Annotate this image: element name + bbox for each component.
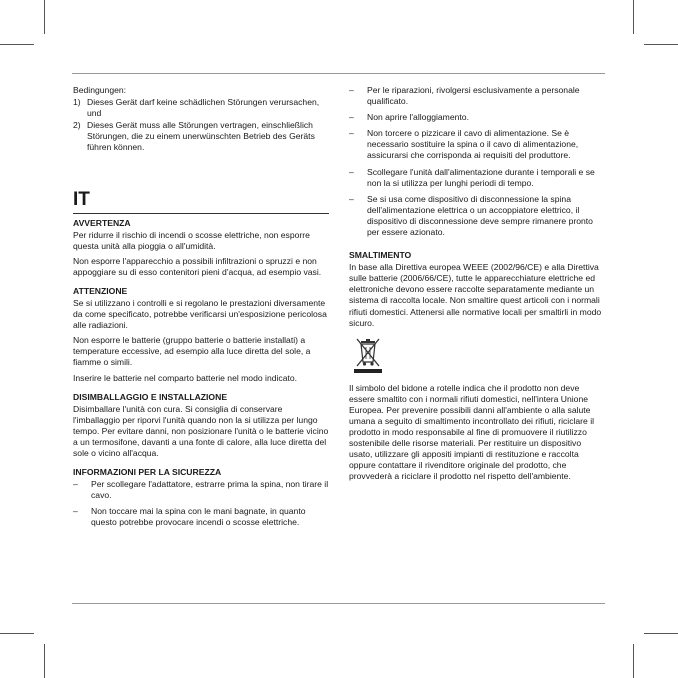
condition-text: Dieses Gerät darf keine schädlichen Störungen verursachen, und bbox=[87, 97, 320, 119]
section-title-smaltimento: SMALTIMENTO bbox=[349, 250, 412, 261]
paragraph: Il simbolo del bidone a rotelle indica che il prodotto non deve essere smaltito con i normali rifiuti domestici, nell'intera Unione Europea. Per prevenire possibili danni all'ambiente o alla salute umana a seguito di smaltimento incontrollato dei rifiuti, riciclare il prodotto in modo responsabile al fine di promuovere il riutilizzo sostenibile delle risorse materiali. Per restituire un dispositivo usato, utilizzare gli appositi impianti di restituzione e raccolta oppure contattare il rivenditore originale del prodotto, che provvederà a riciclare il prodotto nel rispetto dell'ambiente. bbox=[349, 382, 595, 482]
crop-mark bbox=[0, 633, 34, 634]
paragraph: Non esporre l'apparecchio a possibili infiltrazioni o spruzzi e non appoggiare su di esso contenitori pieni d'acqua, ad esempio vasi. bbox=[73, 255, 322, 277]
paragraph: Non esporre le batterie (gruppo batterie o batterie installati) a temperature eccessive, ad esempio alla luce diretta del sole, a fiamme o simili. bbox=[73, 335, 311, 368]
paragraph: Se si utilizzano i controlli e si regolano le prestazioni diversamente da come specificato, potrebbe verificarsi un'esposizione pericolosa alle radiazioni. bbox=[73, 297, 327, 331]
crop-mark bbox=[644, 633, 678, 634]
paragraph: Inserire le batterie nel comparto batterie nel modo indicato. bbox=[73, 372, 298, 383]
condition-number: 2) bbox=[73, 120, 81, 131]
list-item: – Scollegare l'unità dall'alimentazione durante i temporali e se non la si utilizza per lunghi periodi di tempo. bbox=[349, 167, 604, 189]
language-heading: IT bbox=[73, 190, 329, 214]
paragraph: Per ridurre il rischio di incendi o scosse elettriche, non esporre questa unità alla pioggia o all'umidità. bbox=[73, 229, 310, 251]
list-item: – Non toccare mai la spina con le mani bagnate, in quanto questo potrebbe provocare incendi o scosse elettriche. bbox=[73, 506, 329, 528]
list-item: – Per le riparazioni, rivolgersi esclusivamente a personale qualificato. bbox=[349, 85, 604, 107]
section-title-sicurezza: INFORMAZIONI PER LA SICUREZZA bbox=[73, 467, 222, 478]
list-item-text: Per le riparazioni, rivolgersi esclusivamente a personale qualificato. bbox=[367, 85, 580, 107]
list-item-text: Non aprire l'alloggiamento. bbox=[367, 112, 469, 123]
crop-mark bbox=[633, 0, 634, 34]
bottom-rule bbox=[72, 603, 605, 604]
list-item-text: Non toccare mai la spina con le mani bagnate, in quanto questo potrebbe provocare incendi o scosse elettriche. bbox=[91, 506, 306, 528]
crop-mark bbox=[644, 44, 678, 45]
paragraph: Disimballare l'unità con cura. Si consiglia di conservare l'imballaggio per riporvi l'unità quando non la si utilizza per lungo tempo. Per evitare danni, non posizionare l'unità o le batterie vicino a un termosifone, davanti a una fonte di calore, alla luce diretta del sole o vicino all'acqua. bbox=[73, 403, 329, 458]
condition-number: 1) bbox=[73, 97, 81, 108]
list-item-text: Non torcere o pizzicare il cavo di alimentazione. Se è necessario sostituire la spina o il cavo di alimentazione, assicurarsi che corrisponda ai requisiti del produttore. bbox=[367, 128, 579, 161]
paragraph: In base alla Direttiva europea WEEE (2002/96/CE) e alla Direttiva sulle batterie (2006/66/CE), tutte le apparecchiature elettriche ed elettroniche devono essere raccolte separatamente mediante un sistema di raccolta locale. Non smaltire quest articoli con i normali rifiuti domestici. Attenersi alle normative locali per smaltirli in modo sicuro. bbox=[349, 262, 602, 328]
section-title-avvertenza: AVVERTENZA bbox=[73, 217, 131, 228]
left-column bbox=[73, 85, 329, 533]
list-item-text: Scollegare l'unità dall'alimentazione durante i temporali e se non la si utilizza per lunghi periodi di tempo. bbox=[367, 166, 595, 188]
crossed-out-wheelie-bin-icon bbox=[351, 335, 385, 375]
list-item: – Non aprire l'alloggiamento. bbox=[349, 112, 469, 123]
list-item-text: Se si usa come dispositivo di disconnessione la spina dell'alimentazione elettrica o un accoppiatore elettrico, il dispositivo di disconnessione deve sempre rimanere pronto per essere azionato. bbox=[367, 193, 593, 238]
section-title-disimballaggio: DISIMBALLAGGIO E INSTALLAZIONE bbox=[73, 391, 228, 402]
safety-list-continued bbox=[349, 85, 604, 238]
condition-item bbox=[73, 97, 329, 119]
list-item: – Non torcere o pizzicare il cavo di alimentazione. Se è necessario sostituire la spina o il cavo di alimentazione, assicurarsi che corrisponda ai requisiti del produttore. bbox=[349, 128, 604, 161]
list-item-text: Per scollegare l'adattatore, estrarre prima la spina, non tirare il cavo. bbox=[91, 479, 329, 501]
safety-list bbox=[73, 479, 329, 528]
list-item: – Per scollegare l'adattatore, estrarre prima la spina, non tirare il cavo. bbox=[73, 479, 329, 501]
condition-item bbox=[73, 120, 329, 153]
crop-mark bbox=[633, 644, 634, 678]
condition-text: Dieses Gerät muss alle Störungen vertragen, einschließlich Störungen, die zu einem unerwünschten Betrieb des Geräts führen können. bbox=[87, 120, 315, 153]
crop-mark bbox=[0, 44, 34, 45]
section-title-attenzione: ATTENZIONE bbox=[73, 285, 128, 296]
top-rule bbox=[72, 73, 605, 74]
conditions-intro: Bedingungen: bbox=[73, 85, 127, 95]
crop-mark bbox=[44, 644, 45, 678]
right-column bbox=[349, 85, 604, 487]
list-item: – Se si usa come dispositivo di disconnessione la spina dell'alimentazione elettrica o un accoppiatore elettrico, il dispositivo di disconnessione deve sempre rimanere pronto per essere azionato. bbox=[349, 194, 604, 238]
crop-mark bbox=[44, 0, 45, 34]
